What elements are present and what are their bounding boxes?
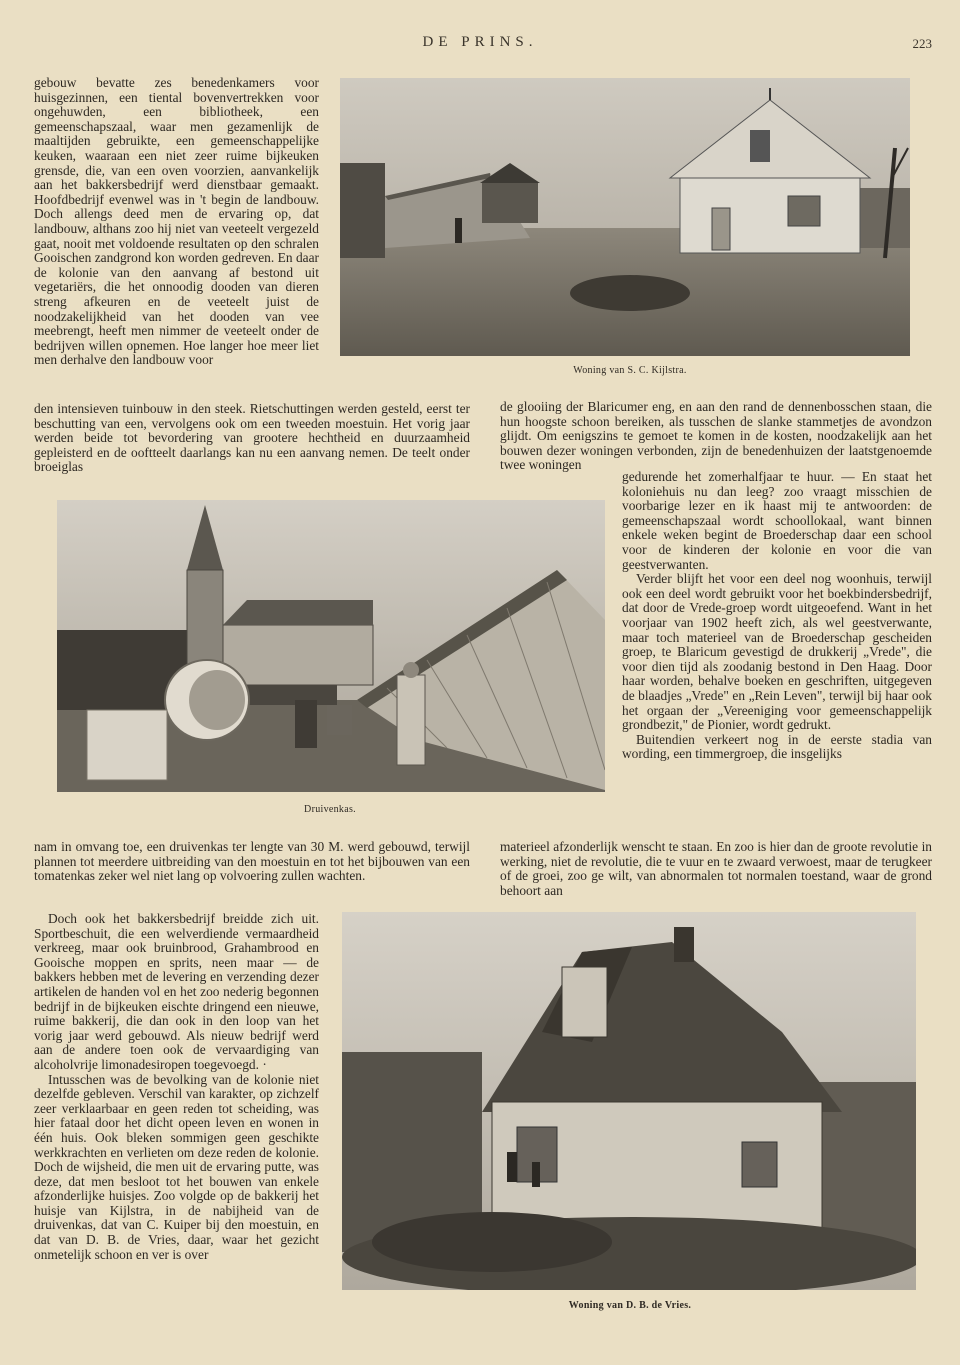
photo-kijlstra-house — [340, 78, 910, 356]
paragraph: gebouw bevatte zes benedenkamers voor huisgezinnen, een tiental bovenvertrekken voor ongehuwden, een bibliotheek, een gemeenschapszaal, waar men gezamenlijk de maaltijden gebruikte, een gemeenschappelijke keuken, waaraan een niet zeer ruime bijkeuken grensde, die, van een oven voorzien, aanvankelijk aan het bakkersbedrijf werd dienstbaar gemaakt. Hoofdbedrijf evenwel was in 't begin de landbouw. Doch allengs deed men de ervaring op, dat landbouw, althans zoo hij niet van veeteelt vergezeld gaat, nooit met voldoende resultaten op den schralen Gooischen zandgrond kon worden gedreven. En daar de kolonie van den aanvang af bestond uit vegetariërs, die het onnoodig dooden van dieren streng afkeuren en de veeteelt juist de noodzakelijkheid van het dooden van vee meebrengt, heeft men nimmer de veeteelt onder de bedrijven willen opnemen. Hoe langer hoe meer liet men derhalve den landbouw voor — [34, 75, 319, 368]
running-header: DE PRINS. — [422, 34, 538, 50]
paragraph: Intusschen was de bevolking van de kolonie niet dezelfde gebleven. Verschil van karakter, op zichzelf zeer verklaarbaar en geen reden tot scheiding, was hier fataal door het dicht opeen leven en wonen in één huis. Ook bleken sommigen geen geschikte werkkrachten en verlieten om deze reden de kolonie. Doch de wijsheid, die men uit de ervaring putte, was deze, dat men besloot tot het bouwen van enkele afzonderlijke huisjes. Zoo volgde op de bakkerij het huisje van Kijlstra, in de nabijheid van de druivenkas, dat van C. Kuiper bij den moestuin, en dat van D. B. de Vries, daar, waar het gezicht onmetelijk schoon en ver is over — [34, 1071, 319, 1262]
photo-kijlstra-illustration — [340, 78, 910, 356]
photo-druivenkas — [57, 500, 605, 792]
photo-caption: Druivenkas. — [304, 804, 356, 815]
article-text-right-mid — [500, 400, 932, 473]
paragraph: Buitendien verkeert nog in de eerste stadia van wording, een timmergroep, die insgelijks — [622, 731, 932, 762]
article-column-left-top — [34, 76, 319, 368]
paragraph: den intensieven tuinbouw in den steek. Rietschuttingen werden gesteld, eerst ter beschutting van een, vervolgens ook om een tweeden moestuin. Het vorig jaar werden beide tot bevordering van grootere hechtheid en duurzaamheid gepleisterd en de ooftteelt daarlangs kan nu een aanvang nemen. De teelt onder broeiglas — [34, 401, 470, 475]
article-text-right-column — [622, 470, 932, 762]
paragraph: Verder blijft het voor een deel nog woonhuis, terwijl ook een deel wordt gebruikt voor het boekbindersbedrijf, dat door de Vrede-groep wordt uitgeoefend. Want in het voorjaar van 1902 heeft zich, als wel geestverwante, maar toch materieel van de Broederschap gescheiden groep, te Blaricum gevestigd de drukkerij „Vrede", die voor dien tijd als zoodanig bestond in Den Haag. Door haar worden, behalve boeken en geschriften, uitgegeven de blaadjes „Vrede" en „Rein Leven", terwijl bij haar ook het orgaan der „Vereeniging voor gemeenschappelijk grondbezit," de Pionier, wordt gedrukt. — [622, 571, 932, 733]
page-number: 223 — [912, 36, 932, 51]
paragraph: nam in omvang toe, een druivenkas ter lengte van 30 M. werd gebouwd, terwijl plannen tot meerdere uitbreiding van den moestuin en tot het bijbouwen van een tomatenkas zeker wel niet lang op volvoering zullen wachten. — [34, 839, 470, 884]
article-text-left-lower — [34, 840, 470, 884]
photo-devries-house — [342, 912, 916, 1290]
photo-caption: Woning van D. B. de Vries. — [568, 1300, 692, 1311]
photo-druivenkas-illustration — [57, 500, 605, 792]
paragraph: de glooiing der Blaricumer eng, en aan den rand de dennenbosschen staan, die hun hoogste schoon bereiken, als tusschen de slanke stammetjes de avondzon glijdt. Om eenigszins te gemoet te komen in de kosten, noodzakelijk aan het bouwen dezer woningen verbonden, zijn de benedenhuizen der laatstgenoemde twee woningen — [500, 399, 932, 473]
article-text-left-mid — [34, 402, 470, 475]
photo-caption: Woning van S. C. Kijlstra. — [573, 365, 687, 376]
paragraph: materieel afzonderlijk wenscht te staan. En zoo is hier dan de groote revolutie in werking, niet de revolutie, die te vuur en te zwaard verwoest, maar de terugkeer of de groei, zoo ge wilt, van abnormalen tot normalen toestand, waar de grond behoort aan — [500, 839, 932, 898]
article-text-right-lower — [500, 840, 932, 898]
paragraph: Doch ook het bakkersbedrijf breidde zich uit. Sportbeschuit, die een welverdiende vermaardheid verkreeg, maar ook bruinbrood, Grahambrood en Gooische moppen en sprits, neen maar — de bakkers hebben met de levering en verzending dezer artikelen de handen vol en het zoo nederig begonnen bedrijf in de bijkeuken eischte dringend een nieuwe, ruime bakkerij, die dan ook in den loop van het vorig jaar werd gebouwd. Als nieuw bedrijf werd aan de andere toen ook de vervaardiging van alcoholvrije limonadesiropen toegevoegd. · — [34, 911, 319, 1072]
article-column-left-bottom — [34, 912, 319, 1262]
paragraph: gedurende het zomerhalfjaar te huur. — En staat het koloniehuis nu dan leeg? zoo vraagt misschien de voorbarige lezer en ik haast mij te antwoorden: de gemeenschapszaal wordt schoollokaal, want binnen enkele weken begint de Broederschap daar een school voor de kinderen der kolonie en voor die van geestverwanten. — [622, 469, 932, 572]
photo-devries-illustration — [342, 912, 916, 1290]
